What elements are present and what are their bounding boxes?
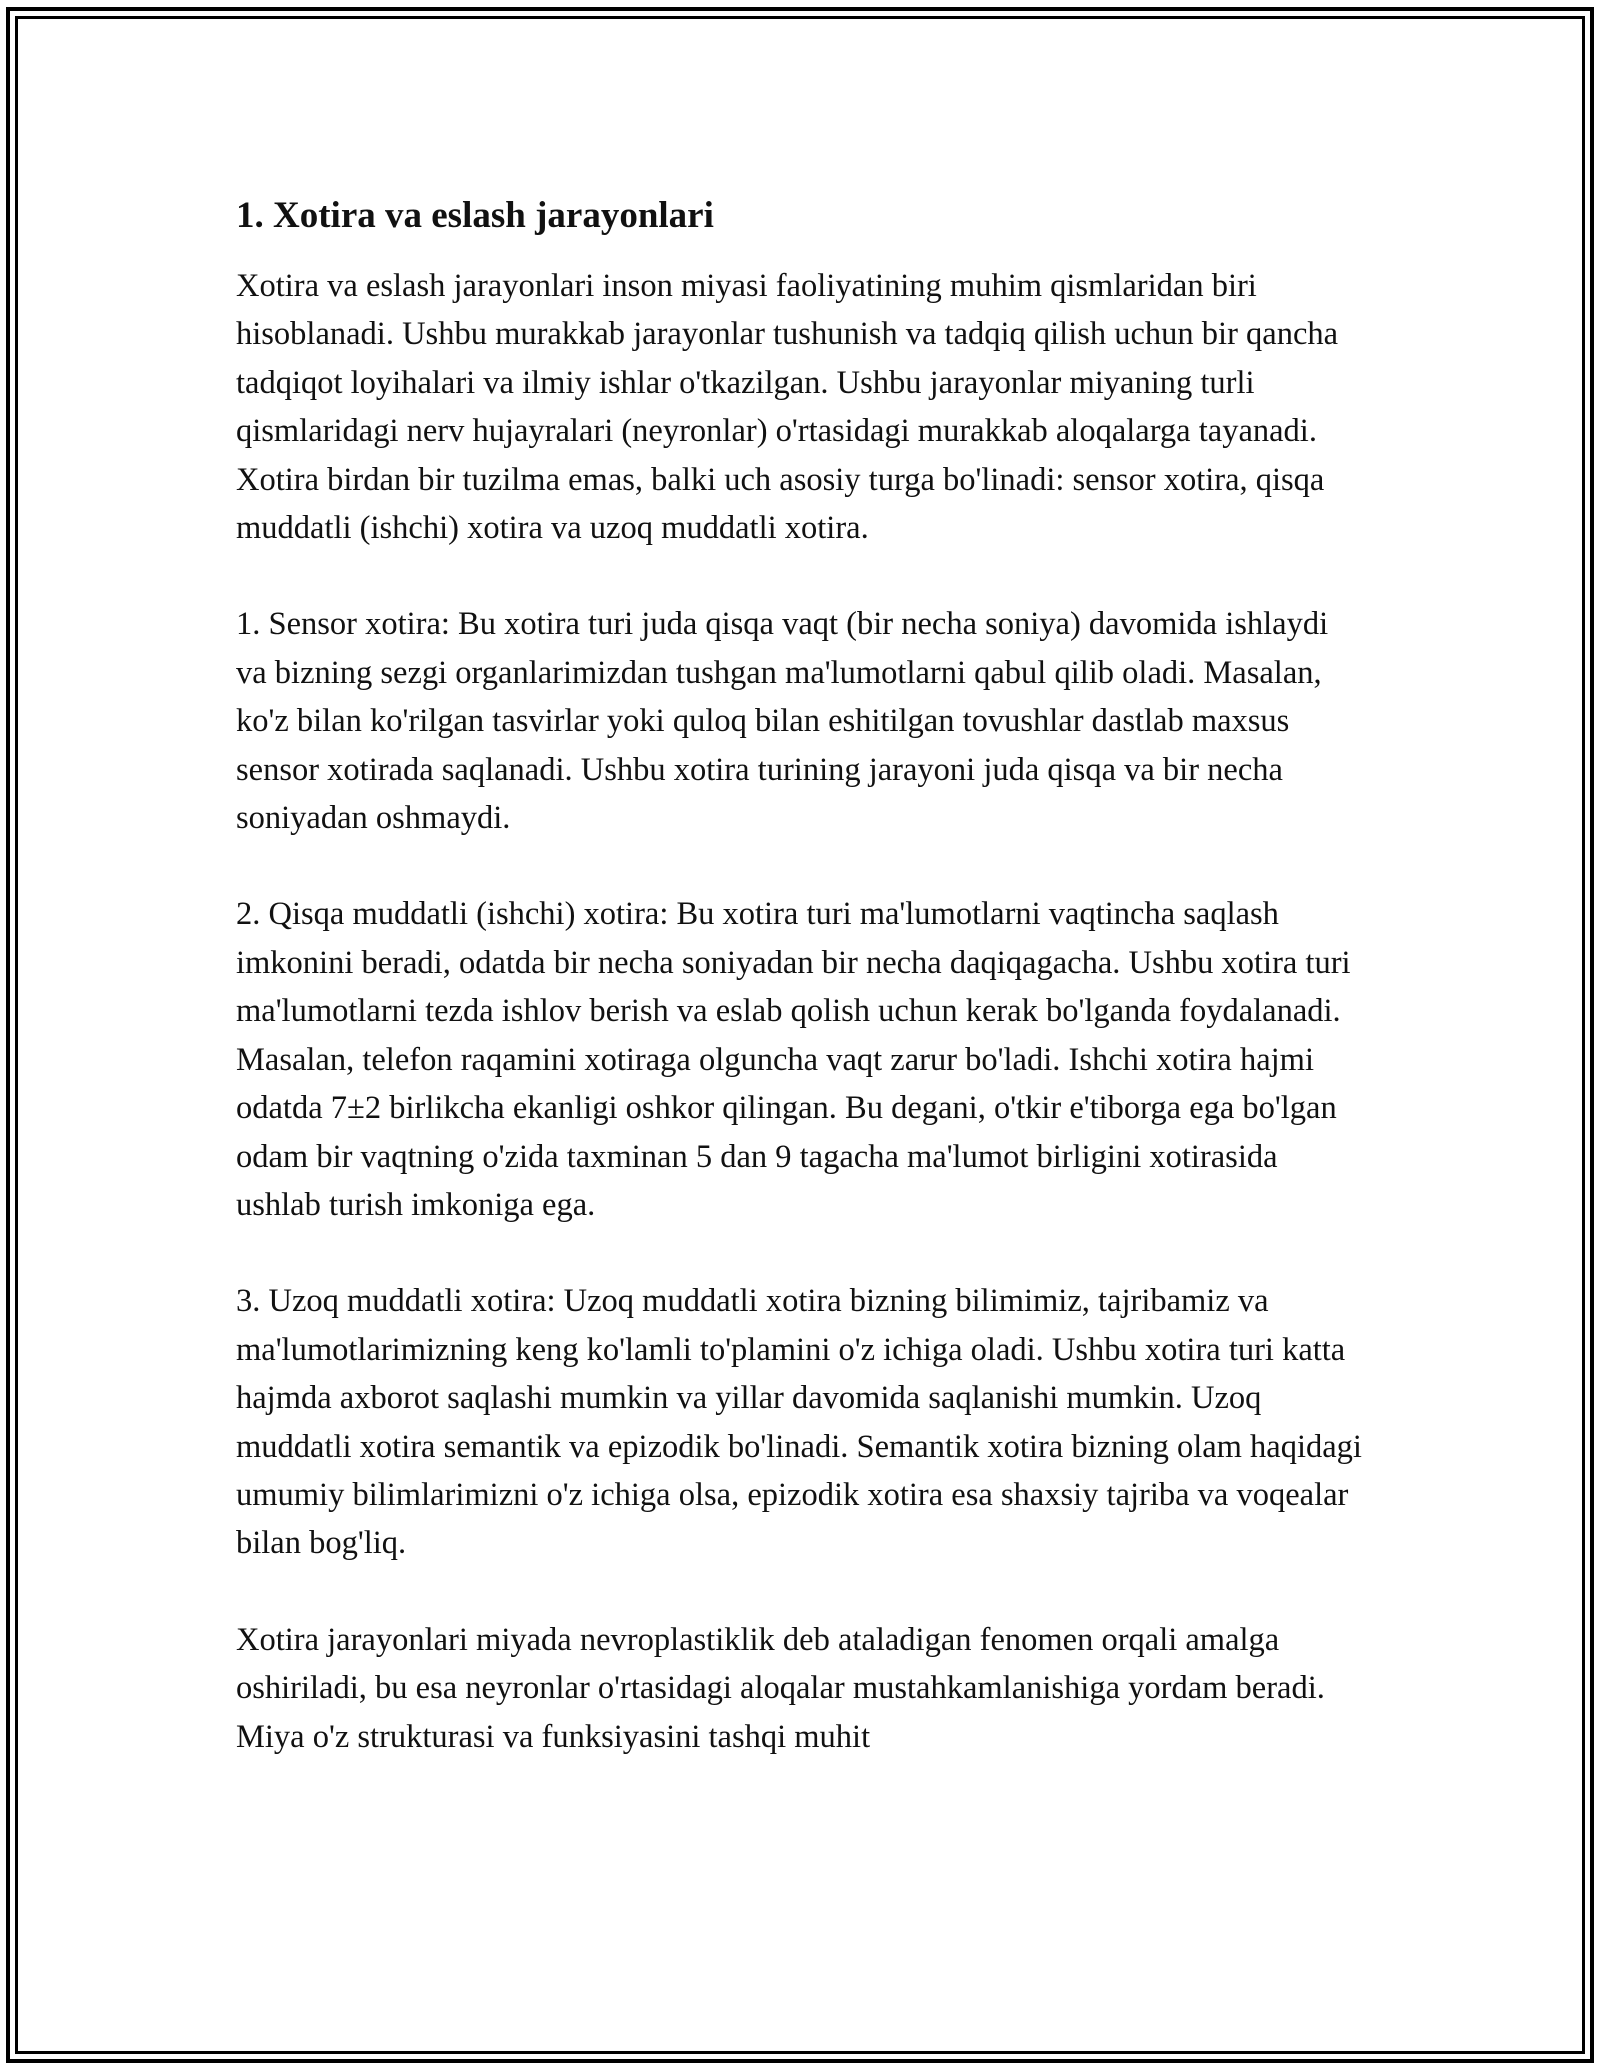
document-body	[236, 190, 1366, 1761]
long-term-memory-paragraph: 3. Uzoq muddatli xotira: Uzoq muddatli xotira bizning bilimimiz, tajribamiz va ma'lumotlarimizning keng ko'lamli to'plamini o'z ichiga oladi. Ushbu xotira turi katta hajmda axborot saqlashi mumkin va yillar davomida saqlanishi mumkin. Uzoq muddatli xotira semantik va epizodik bo'linadi. Semantik xotira bizning olam haqidagi umumiy bilimlarimizni o'z ichiga olsa, epizodik xotira esa shaxsiy tajriba va voqealar bilan bog'liq.	[236, 1283, 1362, 1562]
intro-paragraph: Xotira va eslash jarayonlari inson miyasi faoliyatining muhim qismlaridan biri hisoblanadi. Ushbu murakkab jarayonlar tushunish va tadqiq qilish uchun bir qancha tadqiqot loyihalari va ilmiy ishlar o'tkazilgan. Ushbu jarayonlar miyaning turli qismlaridagi nerv hujayralari (neyronlar) o'rtasidagi murakkab aloqalarga tayanadi. Xotira birdan bir tuzilma emas, balki uch asosiy turga bo'linadi: sensor xotira, qisqa muddatli (ishchi) xotira va uzoq muddatli xotira.	[236, 268, 1339, 547]
neuroplasticity-paragraph: Xotira jarayonlari miyada nevroplastiklik deb ataladigan fenomen orqali amalga oshiriladi, bu esa neyronlar o'rtasidagi aloqalar mustahkamlanishiga yordam beradi. Miya o'z strukturasi va funksiyasini tashqi muhit	[236, 1621, 1325, 1755]
section-heading: 1. Xotira va eslash jarayonlari	[236, 195, 714, 236]
short-term-memory-paragraph: 2. Qisqa muddatli (ishchi) xotira: Bu xotira turi ma'lumotlarni vaqtincha saqlash imkonini beradi, odatda bir necha soniyadan bir necha daqiqagacha. Ushbu xotira turi ma'lumotlarni tezda ishlov berish va eslab qolish uchun kerak bo'lganda foydalanadi. Masalan, telefon raqamini xotiraga olguncha vaqt zarur bo'ladi. Ishchi xotira hajmi odatda 7±2 birlikcha ekanligi oshkor qilingan. Bu degani, o'tkir e'tiborga ega bo'lgan odam bir vaqtning o'zida taxminan 5 dan 9 tagacha ma'lumot birligini xotirasida ushlab turish imkoniga ega.	[236, 896, 1351, 1223]
sensor-memory-paragraph: 1. Sensor xotira: Bu xotira turi juda qisqa vaqt (bir necha soniya) davomida ishlaydi va bizning sezgi organlarimizdan tushgan ma'lumotlarni qabul qilib oladi. Masalan, ko'z bilan ko'rilgan tasvirlar yoki quloq bilan eshitilgan tovushlar dastlab maxsus sensor xotirada saqlanadi. Ushbu xotira turining jarayoni juda qisqa va bir necha soniyadan oshmaydi.	[236, 606, 1329, 837]
